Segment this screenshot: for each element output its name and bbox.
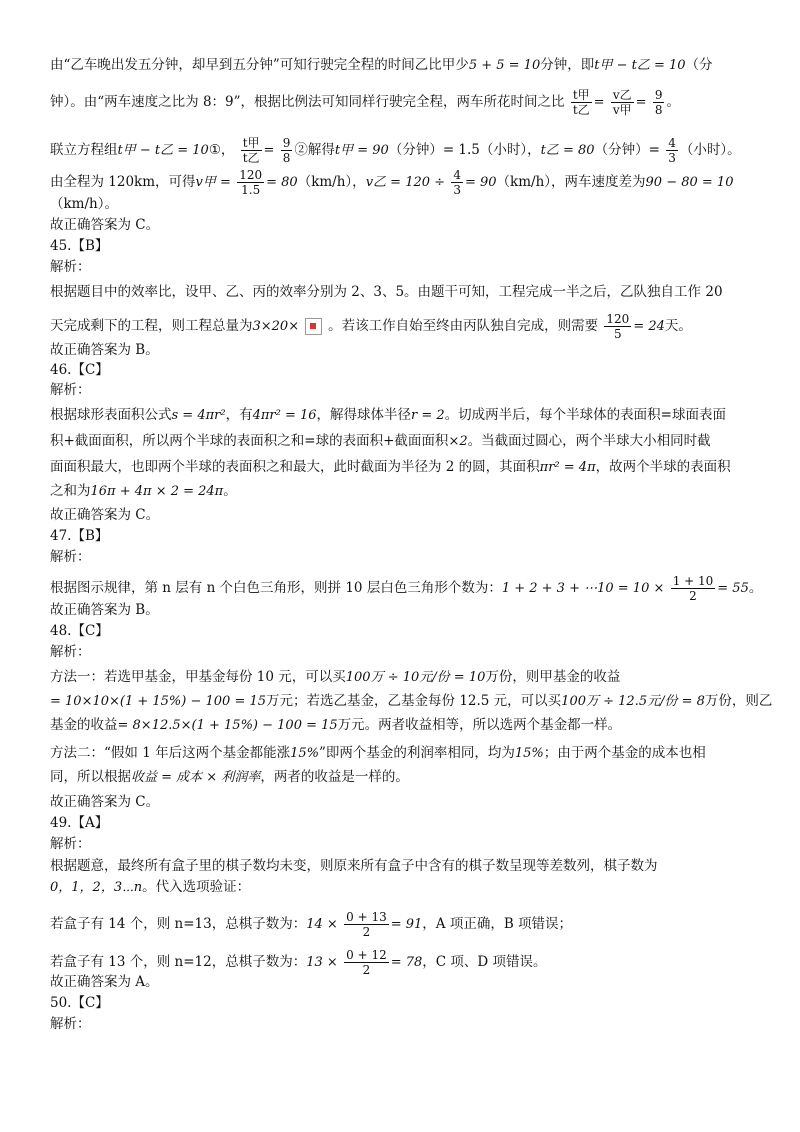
text-line: 之和为16π + 4π × 2 = 24π。 <box>50 483 237 499</box>
text-line: 天完成剩下的工程，则工程总量为3×20× 。若该工作自始至终由丙队独自完成，则需要 $\frac{120}{5}$ = 24天。 <box>50 312 692 341</box>
math: v乙 = 120 ÷ <box>365 175 446 190</box>
fraction: $\frac{120}{5}$ <box>606 312 630 341</box>
text-line: 若盒子有 14 个，则 n=13，总棋子数为：14 × $\frac{0 + 13}{2}$ = 91，A 项正确，B 项错误； <box>50 910 573 939</box>
math: 1 + 2 + 3 + ⋯10 = 10 × <box>501 581 665 596</box>
text-line: 0，1，2，3⋯n。代入选项验证： <box>50 879 251 895</box>
fraction: $\frac{0 + 12}{2}$ <box>346 948 387 977</box>
analysis-label: 解析： <box>50 549 91 565</box>
text-line <box>50 55 713 76</box>
math: 90 − 80 = 10 <box>645 175 734 190</box>
fraction: $\frac{9}{8}$ <box>654 88 663 117</box>
math: t甲 − t乙 = 10 <box>594 58 686 73</box>
fraction: $\frac{4}{3}$ <box>453 168 461 197</box>
fraction: $\frac{\text{v乙}}{\text{v甲}}$ <box>612 88 632 117</box>
text-line: 钟）。由“两车速度之比为 8：9”，根据比例法可知同样行驶完全程，两车所花时间之比 $\frac{\text{t甲}}{\text{t乙}}$ = $\frac{\text{v乙}}{\text{v甲}}$ = $\frac{9}{8}$ 。 <box>50 88 680 117</box>
math: πr² = 4π <box>539 460 596 475</box>
text-line: 积+截面面积，所以两个半球的表面积之和=球的表面积+截面面积×2。当截面过圆心，两个半球大小相同时截 <box>50 433 711 449</box>
math: 15% <box>290 746 319 761</box>
text-line: （km/h）。 <box>50 196 118 212</box>
analysis-label: 解析： <box>50 836 91 852</box>
question-number: 45.【B】 <box>50 238 109 254</box>
answer-line: 故正确答案为 B。 <box>50 342 159 358</box>
question-number: 48.【C】 <box>50 623 109 639</box>
answer-line: 故正确答案为 B。 <box>50 602 159 618</box>
text-line: 联立方程组t甲 − t乙 = 10①， $\frac{\text{t甲}}{\text{t乙}}$ = $\frac{9}{8}$ ②解得t甲 = 90（分钟）= 1.5（小时），t乙 = 80（分钟）= $\frac{4}{3}$ （小时）。 <box>50 136 741 165</box>
answer-line: 故正确答案为 C。 <box>50 794 160 810</box>
math: 15% <box>514 746 544 761</box>
fraction: $\frac{\text{t甲}}{\text{t乙}}$ <box>572 88 590 117</box>
text-line: 同，所以根据收益 = 成本 × 利润率，两者的收益是一样的。 <box>50 769 409 785</box>
fraction: $\frac{9}{8}$ <box>282 136 291 165</box>
math: 100万 ÷ 12.5元/份 = 8 <box>561 694 705 709</box>
text-line: 根据球形表面积公式s = 4πr²，有4πr² = 16，解得球体半径r = 2。切成两半后，每个半球体的表面积=球面表面 <box>50 407 726 423</box>
math: t甲 = 90 <box>334 143 389 158</box>
analysis-label: 解析： <box>50 259 91 275</box>
math: = 10×10×(1 + 15%) − 100 = 15 <box>50 694 267 709</box>
text-line: 由全程为 120km，可得v甲 = $\frac{120}{1.5}$ = 80（km/h），v乙 = 120 ÷ $\frac{4}{3}$ = 90（km/h），两车速度差为90 − 80 = 10 <box>50 168 734 197</box>
broken-image-icon <box>305 318 322 335</box>
text-line: 面面积最大，也即两个半球的表面积之和最大，此时截面为半径为 2 的圆，其面积πr² = 4π，故两个半球的表面积 <box>50 459 731 475</box>
text: 钟）。由“两车速度之比为 8：9”，根据比例法可知同样行驶完全程，两车所花时间之比 <box>50 94 565 110</box>
math: 14 × <box>306 917 338 932</box>
text-line: 方法一：若选甲基金，甲基金每份 10 元，可以买100万 ÷ 10元/份 = 10万份，则甲基金的收益 <box>50 669 621 685</box>
math: 收益 = 成本 × 利润率 <box>131 770 261 785</box>
question-number: 49.【A】 <box>50 815 109 831</box>
text-line: 根据题目中的效率比，设甲、乙、丙的效率分别为 2、3、5。由题干可知，工程完成一半之后，乙队独自工作 20 <box>50 284 723 300</box>
text: 分钟，即 <box>540 57 595 73</box>
math: ×2 <box>448 434 468 449</box>
math: 13 × <box>306 955 338 970</box>
answer-line: 故正确答案为 A。 <box>50 974 159 990</box>
answer-line: 故正确答案为 C。 <box>50 507 160 523</box>
math: t甲 − t乙 = 10 <box>117 143 209 158</box>
text: （分 <box>685 57 713 73</box>
math: r = 2 <box>411 408 445 423</box>
analysis-label: 解析： <box>50 644 91 660</box>
text-line: 方法二：“假如 1 年后这两个基金都能涨15%”即两个基金的利润率相同，均为15%；由于两个基金的成本也相 <box>50 745 706 761</box>
text-line: 根据题意，最终所有盒子里的棋子数均未变，则原来所有盒子中含有的棋子数呈现等差数列，棋子数为 <box>50 858 658 874</box>
text-line: = 10×10×(1 + 15%) − 100 = 15万元；若选乙基金，乙基金每份 12.5 元，可以买100万 ÷ 12.5元/份 = 8万份，则乙 <box>50 693 773 709</box>
math: 0，1，2，3⋯n <box>50 880 143 895</box>
math: = 8×12.5×(1 + 15%) − 100 = 15 <box>117 718 338 733</box>
math: 5 + 5 = 10 <box>468 58 541 73</box>
text-line: 根据图示规律，第 n 层有 n 个白色三角形，则拼 10 层白色三角形个数为：1 + 2 + 3 + ⋯10 = 10 × $\frac{1 + 10}{2}$ = 55。 <box>50 574 763 603</box>
fraction: $\frac{0 + 13}{2}$ <box>346 910 387 939</box>
math: 3×20× <box>252 319 300 334</box>
math: v甲 = <box>195 175 231 190</box>
math: s = 4πr² <box>171 408 226 423</box>
question-number: 46.【C】 <box>50 362 109 378</box>
text: 由“乙车晚出发五分钟，却早到五分钟”可知行驶完全程的时间乙比甲少 <box>50 57 469 73</box>
analysis-label: 解析： <box>50 382 91 398</box>
text-line: 基金的收益= 8×12.5×(1 + 15%) − 100 = 15万元。两者收益相等，所以选两个基金都一样。 <box>50 717 622 733</box>
fraction: $\frac{120}{1.5}$ <box>239 168 263 197</box>
math: 100万 ÷ 10元/份 = 10 <box>345 670 486 685</box>
question-number: 50.【C】 <box>50 995 109 1011</box>
question-number: 47.【B】 <box>50 528 109 544</box>
analysis-label: 解析： <box>50 1016 91 1032</box>
math: 4πr² = 16 <box>252 408 317 423</box>
fraction: $\frac{1 + 10}{2}$ <box>672 574 714 603</box>
fraction: $\frac{4}{3}$ <box>668 136 676 165</box>
fraction: $\frac{\text{t甲}}{\text{t乙}}$ <box>242 136 260 165</box>
math: t乙 = 80 <box>540 143 595 158</box>
answer-line: 故正确答案为 C。 <box>50 217 160 233</box>
text-line: 若盒子有 13 个，则 n=12，总棋子数为：13 × $\frac{0 + 12}{2}$ = 78，C 项、D 项错误。 <box>50 948 547 977</box>
math: 16π + 4π × 2 = 24π <box>90 484 224 499</box>
